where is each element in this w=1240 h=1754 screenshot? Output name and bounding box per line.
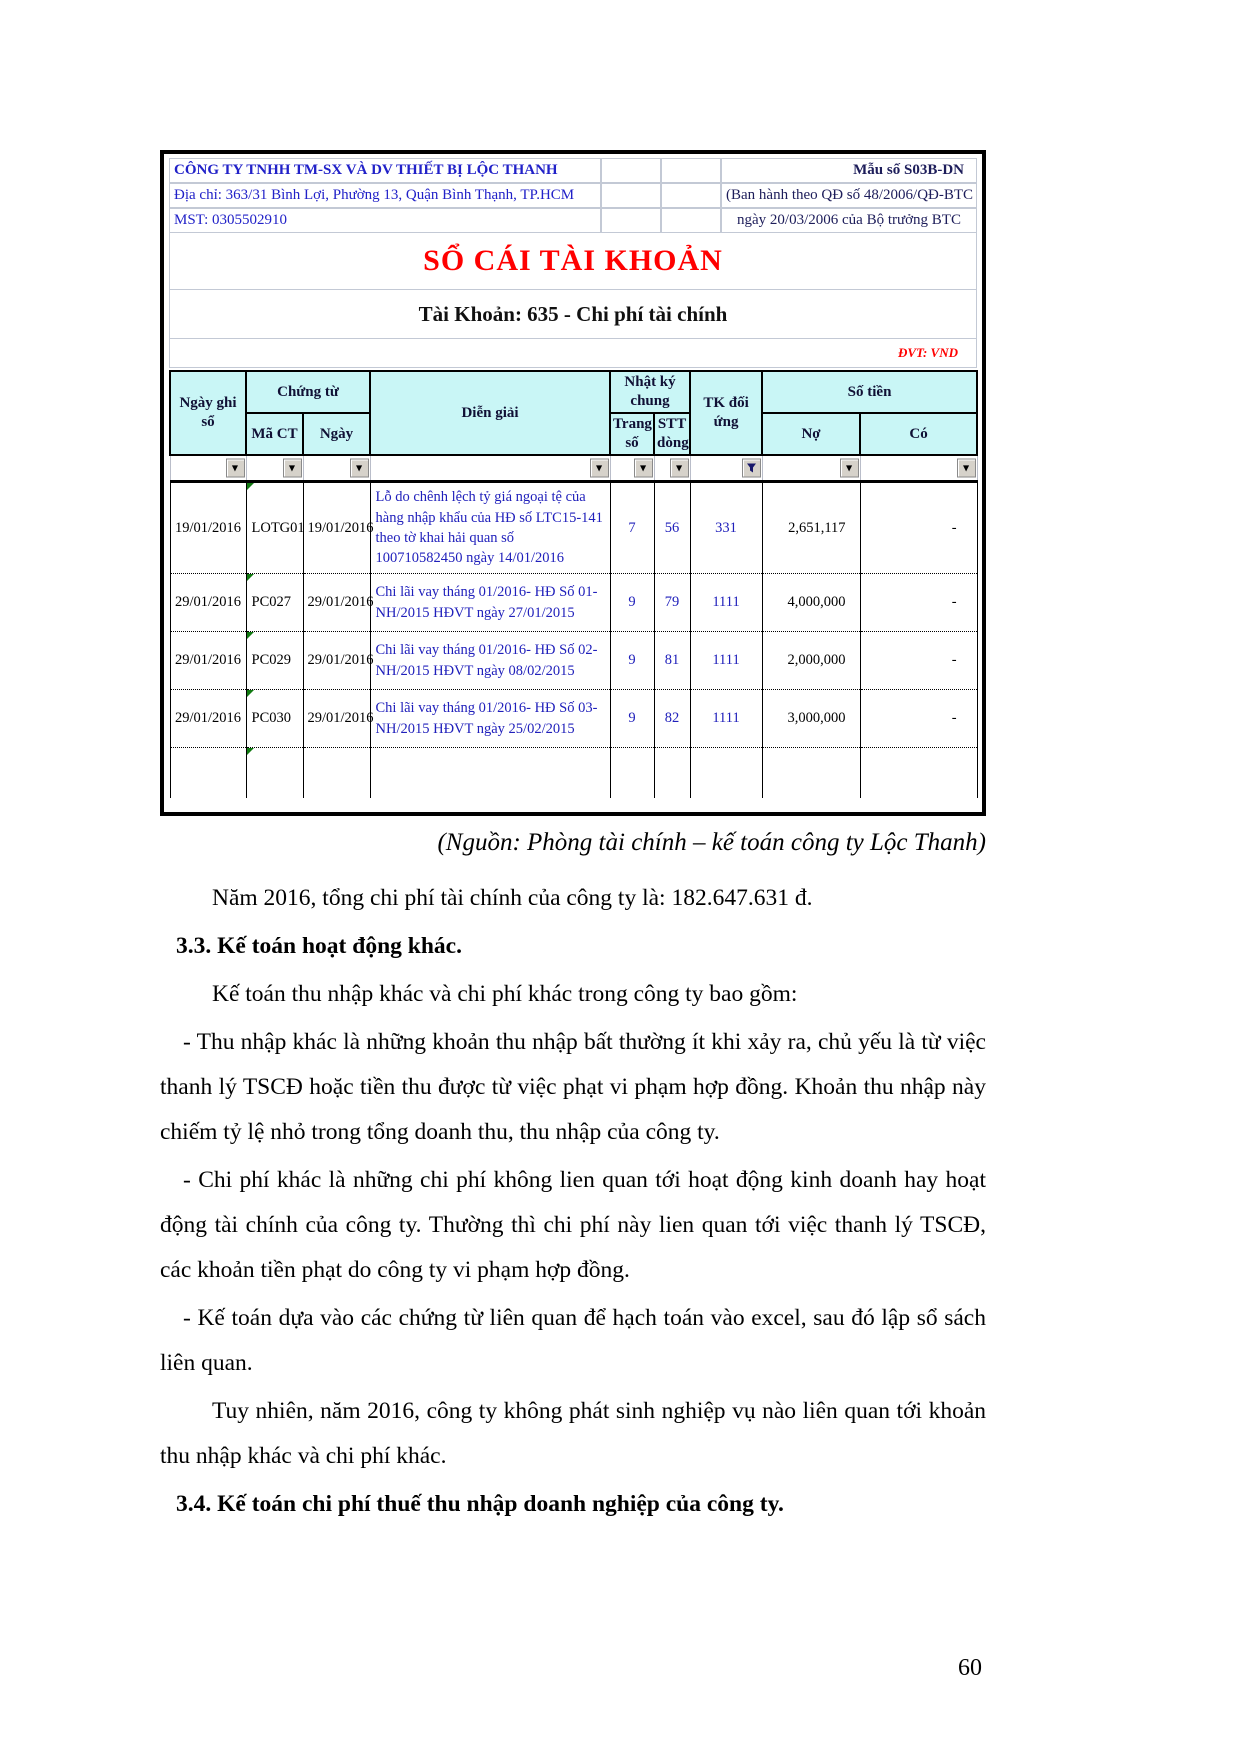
cell-ngay: 29/01/2016 xyxy=(303,574,370,632)
cell-dien-giai: Lỗ do chênh lệch tỷ giá ngoại tệ của hàng nhập khẩu của HĐ số LTC15-141 theo tờ khai hải quan số 100710582450 ngày 14/01/2016 xyxy=(370,482,610,574)
table-row xyxy=(170,632,977,690)
cell-dien-giai: Chi lãi vay tháng 01/2016- HĐ Số 01-NH/2015 HĐVT ngày 27/01/2015 xyxy=(370,574,610,632)
filter-funnel-icon[interactable] xyxy=(742,459,761,478)
cell-ngay-ghi-so: 19/01/2016 xyxy=(170,482,246,574)
empty-cell xyxy=(661,183,721,208)
cell-empty xyxy=(370,748,610,799)
cell-no: 2,651,117 xyxy=(762,482,860,574)
section-heading-3-3: 3.3. Kế toán hoạt động khác. xyxy=(176,933,462,959)
table-row xyxy=(170,574,977,632)
currency-unit-label: ĐVT: VND xyxy=(897,345,958,360)
bullet-paragraph: - Thu nhập khác là những khoản thu nhập bất thường ít khi xảy ra, chủ yếu là từ việc thanh lý TSCĐ hoặc tiền thu được từ việc phạt vi phạm hợp đồng. Khoản thu nhập này chiếm tỷ lệ nhỏ trong tổng doanh thu, thu nhập của công ty. xyxy=(160,1029,986,1145)
ledger-table xyxy=(169,370,978,798)
empty-cell xyxy=(661,208,721,233)
filter-cell xyxy=(654,455,690,482)
filter-dropdown-icon[interactable]: ▼ xyxy=(840,459,859,478)
empty-cell xyxy=(601,208,661,233)
col-header-dien-giai: Diễn giải xyxy=(370,371,610,455)
sheet-subtitle-row xyxy=(169,290,977,339)
cell-stt-dong: 79 xyxy=(654,574,690,632)
cell-tk-doi-ung: 1111 xyxy=(690,574,762,632)
sheet-title-row xyxy=(169,233,977,290)
filter-cell xyxy=(370,455,610,482)
cell-ngay: 29/01/2016 xyxy=(303,632,370,690)
col-header-tk-doi-ung: TK đối ứng xyxy=(690,371,762,455)
cell-co: - xyxy=(860,482,977,574)
cell-dien-giai: Chi lãi vay tháng 01/2016- HĐ Số 03-NH/2015 HĐVT ngày 25/02/2015 xyxy=(370,690,610,748)
cell-ngay: 29/01/2016 xyxy=(303,690,370,748)
cell-empty xyxy=(762,748,860,799)
cell-empty xyxy=(610,748,654,799)
form-issue-date: ngày 20/03/2006 của Bộ trưởng BTC xyxy=(721,208,977,233)
cell-ngay: 19/01/2016 xyxy=(303,482,370,574)
cell-trang-so: 9 xyxy=(610,632,654,690)
col-header-nhat-ky-chung: Nhật ký chung xyxy=(610,371,690,413)
content-block xyxy=(160,150,986,1530)
cell-flag-triangle xyxy=(247,574,254,581)
paragraph: Tuy nhiên, năm 2016, công ty không phát sinh nghiệp vụ nào liên quan tới khoản thu nhập khác và chi phí khác. xyxy=(160,1398,986,1469)
unit-row xyxy=(169,339,977,368)
page-number: 60 xyxy=(958,1655,982,1681)
cell-empty xyxy=(170,748,246,799)
cell-empty xyxy=(654,748,690,799)
cell-ma-ct: PC027 xyxy=(246,574,303,632)
company-address: Địa chỉ: 363/31 Bình Lợi, Phường 13, Quận Bình Thạnh, TP.HCM xyxy=(169,183,601,208)
cell-flag-triangle xyxy=(247,483,254,490)
cell-stt-dong: 81 xyxy=(654,632,690,690)
col-header-no: Nợ xyxy=(762,413,860,455)
cell-tk-doi-ung: 1111 xyxy=(690,632,762,690)
sheet-info-header xyxy=(169,158,977,233)
cell-trang-so: 9 xyxy=(610,690,654,748)
cell-empty xyxy=(690,748,762,799)
table-row-empty xyxy=(170,748,977,799)
filter-dropdown-icon[interactable]: ▼ xyxy=(226,459,245,478)
cell-co: - xyxy=(860,690,977,748)
cell-flag-triangle xyxy=(247,632,254,639)
cell-ma-ct: LOTG01 xyxy=(246,482,303,574)
filter-cell xyxy=(246,455,303,482)
cell-no: 4,000,000 xyxy=(762,574,860,632)
filter-dropdown-icon[interactable]: ▼ xyxy=(283,459,302,478)
filter-cell xyxy=(170,455,246,482)
empty-cell xyxy=(661,158,721,183)
col-header-so-tien: Số tiền xyxy=(762,371,977,413)
col-header-ma-ct: Mã CT xyxy=(246,413,303,455)
paragraph: Năm 2016, tổng chi phí tài chính của công ty là: 182.647.631 đ. xyxy=(212,885,813,911)
table-row xyxy=(170,482,977,574)
cell-tk-doi-ung: 1111 xyxy=(690,690,762,748)
filter-cell xyxy=(762,455,860,482)
col-header-stt-dong: STT dòng xyxy=(654,413,690,455)
sheet-title: SỔ CÁI TÀI KHOẢN xyxy=(423,244,723,277)
cell-no: 3,000,000 xyxy=(762,690,860,748)
cell-empty xyxy=(860,748,977,799)
cell-ngay-ghi-so: 29/01/2016 xyxy=(170,632,246,690)
filter-dropdown-icon[interactable]: ▼ xyxy=(670,459,689,478)
section-heading-3-4: 3.4. Kế toán chi phí thuế thu nhập doanh nghiệp của công ty. xyxy=(176,1491,784,1517)
filter-cell xyxy=(690,455,762,482)
cell-stt-dong: 82 xyxy=(654,690,690,748)
cell-ngay-ghi-so: 29/01/2016 xyxy=(170,690,246,748)
filter-dropdown-icon[interactable]: ▼ xyxy=(590,459,609,478)
cell-tk-doi-ung: 331 xyxy=(690,482,762,574)
col-header-ngay: Ngày xyxy=(303,413,370,455)
bullet-paragraph: - Kế toán dựa vào các chứng từ liên quan để hạch toán vào excel, sau đó lập sổ sách liên quan. xyxy=(160,1305,986,1376)
empty-cell xyxy=(601,158,661,183)
ledger-sheet xyxy=(160,150,986,816)
company-tax-code: MST: 0305502910 xyxy=(169,208,601,233)
bullet-paragraph: - Chi phí khác là những chi phí không lien quan tới hoạt động kinh doanh hay hoạt động tài chính của công ty. Thường thì chi phí này lien quan tới việc thanh lý TSCĐ, các khoản tiền phạt do công ty vi phạm hợp đồng. xyxy=(160,1167,986,1283)
filter-dropdown-icon[interactable]: ▼ xyxy=(634,459,653,478)
cell-empty xyxy=(246,748,303,799)
cell-trang-so: 9 xyxy=(610,574,654,632)
filter-cell xyxy=(860,455,977,482)
col-header-trang-so: Trang số xyxy=(610,413,654,455)
cell-flag-triangle xyxy=(247,748,254,755)
cell-co: - xyxy=(860,632,977,690)
cell-trang-so: 7 xyxy=(610,482,654,574)
filter-cell xyxy=(610,455,654,482)
cell-flag-triangle xyxy=(247,690,254,697)
empty-cell xyxy=(601,183,661,208)
filter-dropdown-icon[interactable]: ▼ xyxy=(350,459,369,478)
body-text xyxy=(160,876,986,1527)
account-subtitle: Tài Khoản: 635 - Chi phí tài chính xyxy=(418,301,728,326)
col-header-ngay-ghi-so: Ngày ghi sổ xyxy=(170,371,246,455)
cell-dien-giai: Chi lãi vay tháng 01/2016- HĐ Số 02-NH/2015 HĐVT ngày 08/02/2015 xyxy=(370,632,610,690)
cell-ngay-ghi-so: 29/01/2016 xyxy=(170,574,246,632)
cell-ma-ct: PC030 xyxy=(246,690,303,748)
form-number: Mẫu số S03B-DN xyxy=(721,158,977,183)
cell-no: 2,000,000 xyxy=(762,632,860,690)
cell-ma-ct: PC029 xyxy=(246,632,303,690)
col-header-chung-tu: Chứng từ xyxy=(246,371,370,413)
col-header-co: Có xyxy=(860,413,977,455)
filter-cell xyxy=(303,455,370,482)
company-name: CÔNG TY TNHH TM-SX VÀ DV THIẾT BỊ LỘC THANH xyxy=(169,158,601,183)
filter-dropdown-icon[interactable]: ▼ xyxy=(957,459,976,478)
table-row xyxy=(170,690,977,748)
cell-empty xyxy=(303,748,370,799)
cell-co: - xyxy=(860,574,977,632)
paragraph: Kế toán thu nhập khác và chi phí khác trong công ty bao gồm: xyxy=(212,981,798,1007)
form-issued-by: (Ban hành theo QĐ số 48/2006/QĐ-BTC xyxy=(721,183,977,208)
cell-stt-dong: 56 xyxy=(654,482,690,574)
table-source-caption: (Nguồn: Phòng tài chính – kế toán công ty Lộc Thanh) xyxy=(437,829,986,856)
